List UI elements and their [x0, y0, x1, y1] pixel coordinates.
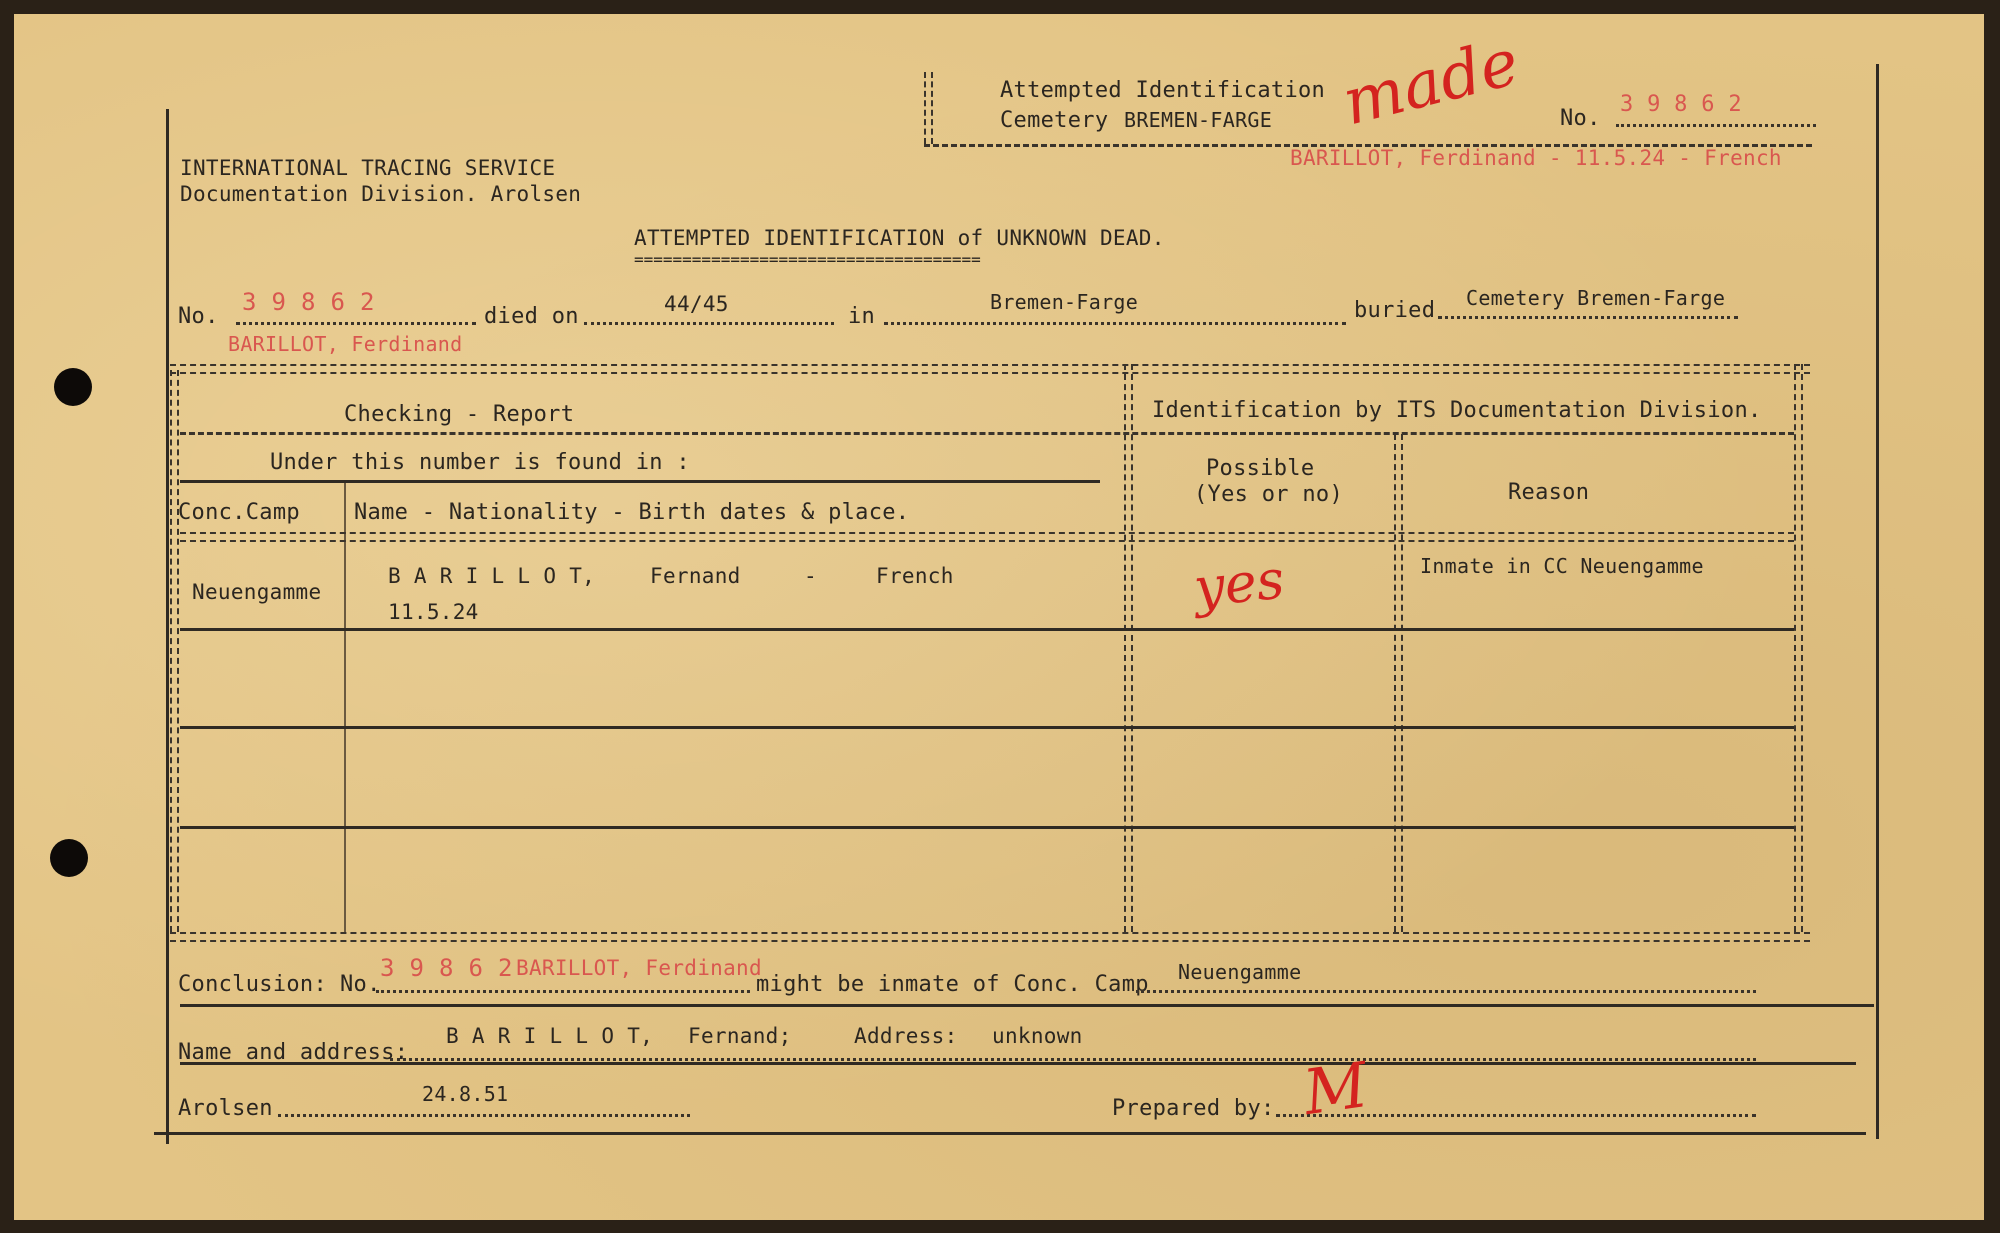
name-address-dots: [390, 1058, 1756, 1061]
row-sep-2: [180, 726, 1794, 729]
identification-header: Identification by ITS Documentation Division.: [1152, 398, 1762, 423]
footer-date-dots: [278, 1114, 690, 1117]
punch-hole-top: [54, 368, 92, 406]
top-box-left-border: [924, 72, 933, 144]
checking-report-header: Checking - Report: [344, 402, 575, 427]
record-name-stamp: BARILLOT, Ferdinand: [228, 332, 463, 356]
record-died-value: 44/45: [664, 292, 729, 316]
top-box: [924, 25, 1812, 148]
row-birth: 11.5.24: [388, 600, 479, 624]
conclusion-might-be: might be inmate of Conc. Camp: [756, 972, 1149, 997]
name-address-surname: B A R I L L O T,: [446, 1024, 654, 1048]
frame-left: [166, 109, 169, 1144]
top-stamp: BARILLOT, Ferdinand - 11.5.24 - French: [1290, 146, 1782, 170]
page-title: ATTEMPTED IDENTIFICATION of UNKNOWN DEAD.: [634, 226, 1165, 250]
row-camp: Neuengamme: [192, 580, 322, 604]
row-nationality: French: [876, 564, 954, 588]
table-left-border: [170, 370, 179, 932]
record-buried-label: buried: [1354, 298, 1436, 323]
name-address-sep: [180, 1062, 1856, 1065]
name-address-firstname: Fernand;: [688, 1024, 792, 1048]
address-value: unknown: [992, 1024, 1083, 1048]
top-box-no-dots: [1616, 124, 1816, 127]
record-no-dots: [236, 322, 476, 325]
record-no-label: No.: [178, 304, 219, 329]
punch-hole-bottom: [50, 839, 88, 877]
conclusion-sep: [180, 1004, 1874, 1007]
col-reason-header: Reason: [1508, 480, 1590, 505]
record-buried-dots: [1438, 316, 1738, 319]
org-line-1: INTERNATIONAL TRACING SERVICE: [180, 156, 556, 180]
conclusion-no-label: No.: [340, 972, 381, 997]
row-possible-handwritten: yes: [1190, 547, 1288, 620]
record-died-dots: [584, 322, 834, 325]
top-box-no-label: No.: [1560, 106, 1601, 131]
table-divider-camp: [344, 482, 346, 932]
conclusion-camp-value: Neuengamme: [1178, 960, 1302, 984]
record-in-dots: [884, 322, 1346, 325]
row-sep-3: [180, 826, 1794, 829]
found-in-sep: [180, 480, 1100, 483]
title-underline: ====================================: [634, 250, 981, 269]
identification-card: [14, 14, 1984, 1220]
conclusion-name-stamp: BARILLOT, Ferdinand: [516, 956, 762, 980]
column-header-sep: [180, 532, 1794, 542]
record-in-label: in: [848, 304, 876, 329]
prepared-by-initials: M: [1299, 1047, 1373, 1130]
row-surname: B A R I L L O T,: [388, 564, 596, 588]
conclusion-label: Conclusion:: [178, 972, 327, 997]
record-buried-value: Cemetery Bremen-Farge: [1466, 286, 1726, 310]
table-divider-main: [1124, 364, 1133, 932]
top-box-cemetery-label: Cemetery: [1000, 108, 1109, 133]
conclusion-camp-dots: [1136, 990, 1756, 993]
col-name-header: Name - Nationality - Birth dates & place.: [354, 500, 910, 525]
row-reason: Inmate in CC Neuengamme: [1420, 554, 1704, 578]
footer-place: Arolsen: [178, 1096, 273, 1121]
footer-date: 24.8.51: [422, 1082, 509, 1106]
col-camp-header: Conc.Camp: [178, 500, 300, 525]
record-in-value: Bremen-Farge: [990, 290, 1139, 314]
prepared-by-label: Prepared by:: [1112, 1096, 1275, 1121]
table-divider-reason: [1394, 434, 1403, 932]
conclusion-no-dots: [376, 990, 750, 993]
frame-right: [1876, 64, 1879, 1139]
table-top-border: [170, 364, 1810, 374]
top-box-cemetery-value: BREMEN-FARGE: [1124, 108, 1273, 132]
table-bottom-border: [170, 932, 1810, 942]
col-possible-header-2: (Yes or no): [1194, 482, 1343, 507]
row-dash: -: [804, 564, 817, 588]
table-header-sep: [180, 432, 1794, 435]
address-label: Address:: [854, 1024, 958, 1048]
row-firstname: Fernand: [650, 564, 741, 588]
conclusion-no-value: 3 9 8 6 2: [380, 954, 513, 982]
top-box-title: Attempted Identification: [1000, 78, 1326, 103]
table-right-border: [1794, 364, 1803, 932]
col-possible-header-1: Possible: [1206, 456, 1315, 481]
top-box-no-value: 3 9 8 6 2: [1620, 92, 1742, 117]
org-line-2: Documentation Division. Arolsen: [180, 182, 582, 206]
record-died-label: died on: [484, 304, 579, 329]
frame-bottom: [154, 1132, 1866, 1135]
name-address-label: Name and address:: [178, 1040, 409, 1065]
record-no-value: 3 9 8 6 2: [242, 288, 375, 316]
row-sep-1: [180, 628, 1794, 631]
handwritten-made: made: [1335, 25, 1526, 141]
found-in-header: Under this number is found in :: [270, 450, 690, 475]
